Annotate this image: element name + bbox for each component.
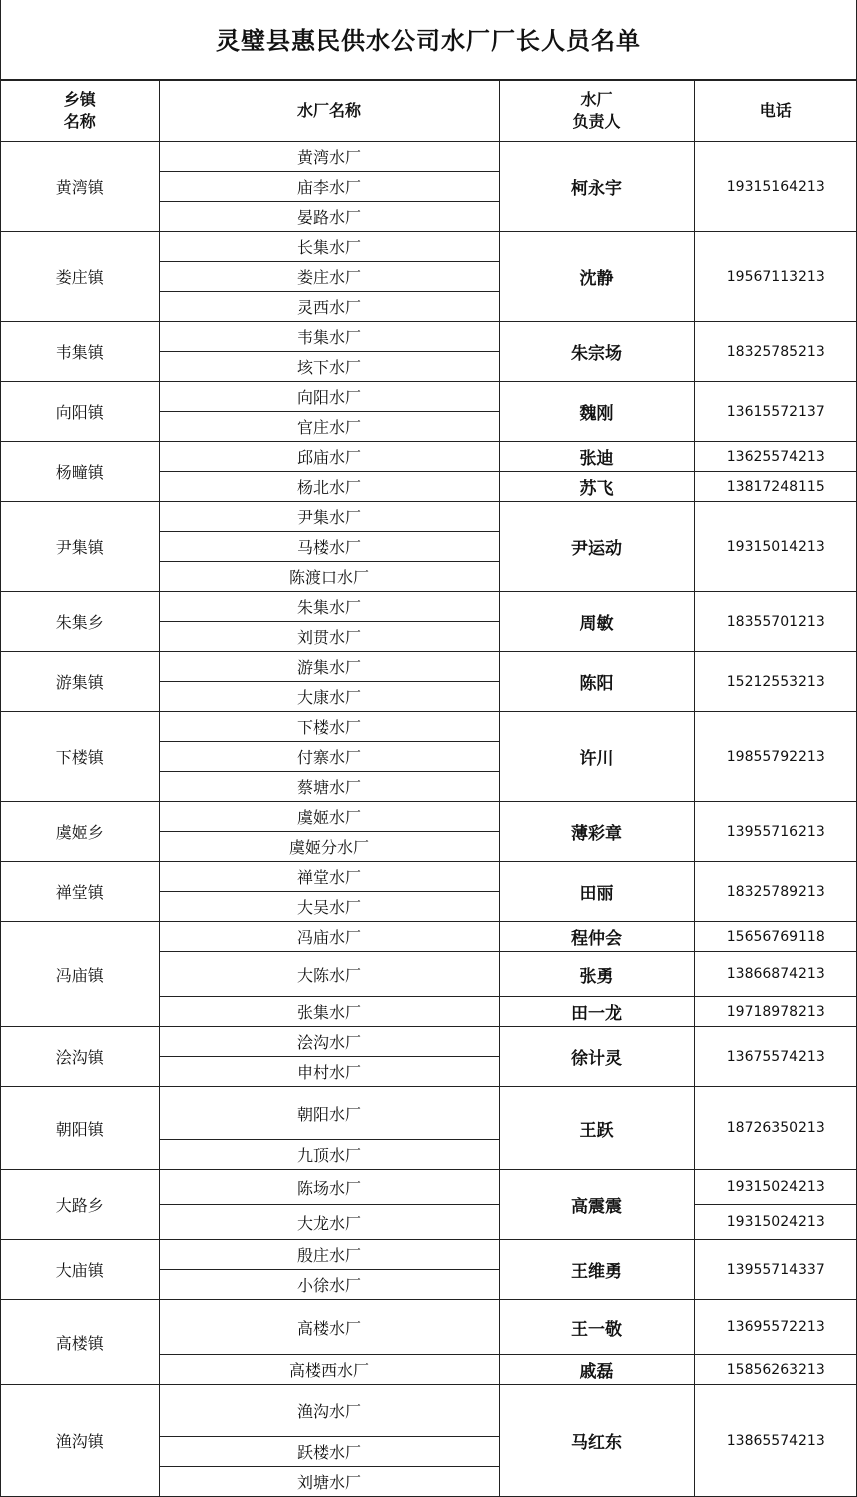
manager-cell: 王一敬 <box>499 1300 694 1355</box>
table-row <box>1 802 857 832</box>
plant-cell: 大吴水厂 <box>159 892 499 922</box>
town-cell: 娄庄镇 <box>1 232 159 322</box>
staff-table <box>1 80 857 1497</box>
table-row <box>1 712 857 742</box>
plant-cell: 尹集水厂 <box>159 502 499 532</box>
plant-cell: 陈渡口水厂 <box>159 562 499 592</box>
manager-cell: 朱宗场 <box>499 322 694 382</box>
plant-cell: 韦集水厂 <box>159 322 499 352</box>
manager-cell: 张迪 <box>499 442 694 472</box>
plant-cell: 虞姬水厂 <box>159 802 499 832</box>
table-row <box>1 862 857 892</box>
table-row <box>1 1170 857 1205</box>
plant-cell: 殷庄水厂 <box>159 1240 499 1270</box>
table-row <box>1 1027 857 1057</box>
manager-cell: 柯永宇 <box>499 142 694 232</box>
table-row <box>1 142 857 172</box>
table-row <box>1 1385 857 1437</box>
table-row <box>1 322 857 352</box>
phone-cell: 13615572137 <box>694 382 857 442</box>
table-row <box>1 1300 857 1355</box>
plant-cell: 冯庙水厂 <box>159 922 499 952</box>
town-cell: 尹集镇 <box>1 502 159 592</box>
phone-cell: 18325789213 <box>694 862 857 922</box>
plant-cell: 九顶水厂 <box>159 1140 499 1170</box>
table-row <box>1 652 857 682</box>
plant-cell: 渔沟水厂 <box>159 1385 499 1437</box>
plant-cell: 晏路水厂 <box>159 202 499 232</box>
manager-cell: 徐计灵 <box>499 1027 694 1087</box>
town-cell: 虞姬乡 <box>1 802 159 862</box>
table-row <box>1 1087 857 1140</box>
town-cell: 大庙镇 <box>1 1240 159 1300</box>
table-row <box>1 592 857 622</box>
header-manager-line2: 负责人 <box>572 112 621 131</box>
phone-cell: 19855792213 <box>694 712 857 802</box>
plant-cell: 杨北水厂 <box>159 472 499 502</box>
header-phone: 电话 <box>694 81 857 142</box>
header-plant: 水厂名称 <box>159 81 499 142</box>
town-cell: 大路乡 <box>1 1170 159 1240</box>
plant-cell: 小徐水厂 <box>159 1270 499 1300</box>
manager-cell: 王维勇 <box>499 1240 694 1300</box>
phone-cell: 19315014213 <box>694 502 857 592</box>
plant-cell: 申村水厂 <box>159 1057 499 1087</box>
plant-cell: 高楼水厂 <box>159 1300 499 1355</box>
town-cell: 黄湾镇 <box>1 142 159 232</box>
manager-cell: 尹运动 <box>499 502 694 592</box>
manager-cell: 薄彩章 <box>499 802 694 862</box>
plant-cell: 庙李水厂 <box>159 172 499 202</box>
town-cell: 渔沟镇 <box>1 1385 159 1497</box>
manager-cell: 周敏 <box>499 592 694 652</box>
plant-cell: 大陈水厂 <box>159 952 499 997</box>
table-row <box>1 232 857 262</box>
town-cell: 杨疃镇 <box>1 442 159 502</box>
plant-cell: 禅堂水厂 <box>159 862 499 892</box>
manager-cell: 魏刚 <box>499 382 694 442</box>
phone-cell: 15856263213 <box>694 1355 857 1385</box>
plant-cell: 马楼水厂 <box>159 532 499 562</box>
plant-cell: 朱集水厂 <box>159 592 499 622</box>
table-row <box>1 502 857 532</box>
plant-cell: 蔡塘水厂 <box>159 772 499 802</box>
manager-cell: 程仲会 <box>499 922 694 952</box>
phone-cell: 18325785213 <box>694 322 857 382</box>
plant-cell: 官庄水厂 <box>159 412 499 442</box>
manager-cell: 马红东 <box>499 1385 694 1497</box>
plant-cell: 灵西水厂 <box>159 292 499 322</box>
plant-cell: 向阳水厂 <box>159 382 499 412</box>
plant-cell: 跃楼水厂 <box>159 1437 499 1467</box>
plant-cell: 垓下水厂 <box>159 352 499 382</box>
plant-cell: 长集水厂 <box>159 232 499 262</box>
phone-cell: 19567113213 <box>694 232 857 322</box>
table-row <box>1 922 857 952</box>
plant-cell: 游集水厂 <box>159 652 499 682</box>
phone-cell: 13866874213 <box>694 952 857 997</box>
table-row <box>1 382 857 412</box>
town-cell: 向阳镇 <box>1 382 159 442</box>
plant-cell: 大龙水厂 <box>159 1205 499 1240</box>
plant-cell: 刘贯水厂 <box>159 622 499 652</box>
header-town-line1: 乡镇 <box>63 90 96 109</box>
manager-cell: 戚磊 <box>499 1355 694 1385</box>
plant-cell: 付寨水厂 <box>159 742 499 772</box>
manager-cell: 苏飞 <box>499 472 694 502</box>
phone-cell: 19315024213 <box>694 1170 857 1205</box>
manager-cell: 沈静 <box>499 232 694 322</box>
manager-cell: 陈阳 <box>499 652 694 712</box>
manager-cell: 王跃 <box>499 1087 694 1170</box>
plant-cell: 刘塘水厂 <box>159 1467 499 1497</box>
town-cell: 游集镇 <box>1 652 159 712</box>
town-cell: 朝阳镇 <box>1 1087 159 1170</box>
phone-cell: 13695572213 <box>694 1300 857 1355</box>
page-title: 灵璧县惠民供水公司水厂厂长人员名单 <box>1 0 856 80</box>
table-row <box>1 442 857 472</box>
plant-cell: 朝阳水厂 <box>159 1087 499 1140</box>
header-town-line2: 名称 <box>63 112 96 131</box>
phone-cell: 15656769118 <box>694 922 857 952</box>
town-cell: 高楼镇 <box>1 1300 159 1385</box>
manager-cell: 许川 <box>499 712 694 802</box>
plant-cell: 黄湾水厂 <box>159 142 499 172</box>
header-manager-line1: 水厂 <box>580 90 613 109</box>
table-row <box>1 1240 857 1270</box>
phone-cell: 13625574213 <box>694 442 857 472</box>
phone-cell: 19315024213 <box>694 1205 857 1240</box>
town-cell: 冯庙镇 <box>1 922 159 1027</box>
plant-cell: 邱庙水厂 <box>159 442 499 472</box>
phone-cell: 19315164213 <box>694 142 857 232</box>
town-cell: 下楼镇 <box>1 712 159 802</box>
plant-cell: 张集水厂 <box>159 997 499 1027</box>
phone-cell: 18726350213 <box>694 1087 857 1170</box>
phone-cell: 13955716213 <box>694 802 857 862</box>
town-cell: 韦集镇 <box>1 322 159 382</box>
header-manager <box>499 81 694 142</box>
header-town <box>1 81 159 142</box>
phone-cell: 18355701213 <box>694 592 857 652</box>
plant-cell: 娄庄水厂 <box>159 262 499 292</box>
phone-cell: 13675574213 <box>694 1027 857 1087</box>
plant-cell: 下楼水厂 <box>159 712 499 742</box>
plant-cell: 陈场水厂 <box>159 1170 499 1205</box>
plant-cell: 浍沟水厂 <box>159 1027 499 1057</box>
phone-cell: 15212553213 <box>694 652 857 712</box>
town-cell: 浍沟镇 <box>1 1027 159 1087</box>
phone-cell: 19718978213 <box>694 997 857 1027</box>
phone-cell: 13817248115 <box>694 472 857 502</box>
manager-cell: 田一龙 <box>499 997 694 1027</box>
phone-cell: 13865574213 <box>694 1385 857 1497</box>
plant-cell: 大康水厂 <box>159 682 499 712</box>
town-cell: 朱集乡 <box>1 592 159 652</box>
plant-cell: 高楼西水厂 <box>159 1355 499 1385</box>
manager-cell: 高震震 <box>499 1170 694 1240</box>
plant-cell: 虞姬分水厂 <box>159 832 499 862</box>
manager-cell: 田丽 <box>499 862 694 922</box>
phone-cell: 13955714337 <box>694 1240 857 1300</box>
manager-cell: 张勇 <box>499 952 694 997</box>
town-cell: 禅堂镇 <box>1 862 159 922</box>
header-row <box>1 81 857 142</box>
